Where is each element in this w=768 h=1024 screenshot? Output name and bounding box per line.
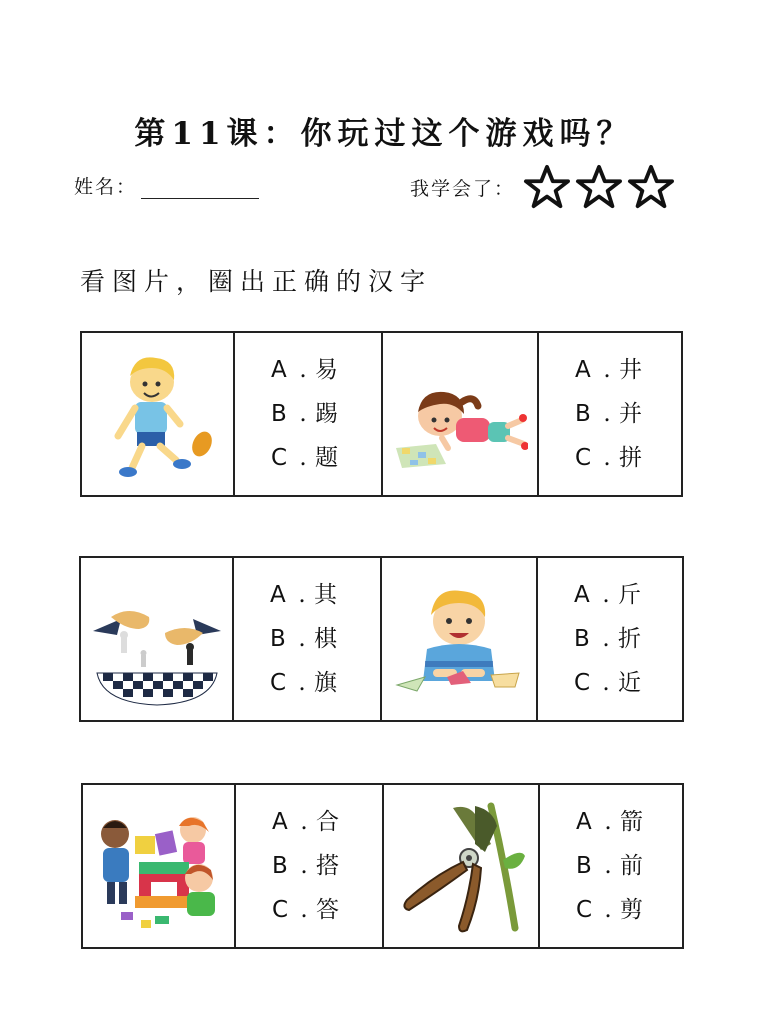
option-letter: C — [575, 445, 592, 471]
instruction-text: 看图片，圈出正确的汉字 — [80, 267, 433, 296]
option-c[interactable] — [575, 436, 681, 480]
option-separator: . — [603, 401, 611, 427]
picture-cell — [81, 558, 234, 720]
options-cell — [234, 558, 382, 720]
option-character: 题 — [315, 445, 338, 471]
option-letter: B — [574, 626, 590, 652]
star-rating — [523, 164, 679, 210]
option-c[interactable] — [270, 661, 380, 705]
option-separator: . — [602, 670, 610, 696]
option-b[interactable] — [271, 392, 381, 436]
option-letter: C — [574, 670, 591, 696]
picture-cell — [383, 333, 539, 495]
option-letter: B — [272, 853, 288, 879]
picture-cell — [382, 558, 538, 720]
option-b[interactable] — [270, 617, 380, 661]
option-b[interactable] — [574, 617, 682, 661]
option-separator: . — [298, 626, 306, 652]
option-a[interactable] — [575, 348, 681, 392]
option-character: 拼 — [619, 445, 642, 471]
options-cell — [235, 333, 383, 495]
option-letter: A — [272, 809, 288, 835]
name-blank-line[interactable] — [141, 184, 259, 199]
option-letter: A — [576, 809, 592, 835]
option-character: 箭 — [620, 809, 643, 835]
question-row — [81, 783, 684, 949]
page-title: 第11课：你玩过这个游戏吗？ — [134, 116, 634, 152]
option-letter: A — [574, 582, 590, 608]
option-separator: . — [300, 897, 308, 923]
option-separator: . — [299, 401, 307, 427]
option-separator: . — [299, 445, 307, 471]
option-letter: A — [270, 582, 286, 608]
option-letter: B — [270, 626, 286, 652]
options-cell — [539, 333, 681, 495]
option-separator: . — [603, 357, 611, 383]
picture-cell — [83, 785, 236, 947]
name-field — [74, 172, 259, 199]
option-character: 踢 — [315, 401, 338, 427]
option-letter: C — [576, 897, 593, 923]
option-a[interactable] — [576, 800, 682, 844]
option-a[interactable] — [272, 800, 382, 844]
picture-cell — [384, 785, 540, 947]
option-separator: . — [602, 626, 610, 652]
scissors-cutting-plant-icon — [393, 796, 529, 936]
option-character: 易 — [315, 357, 338, 383]
option-a[interactable] — [574, 573, 682, 617]
star-icon[interactable] — [627, 164, 675, 210]
star-icon[interactable] — [575, 164, 623, 210]
self-assessment — [410, 164, 679, 210]
chess-icon — [89, 569, 225, 709]
option-separator: . — [300, 809, 308, 835]
option-separator: . — [604, 897, 612, 923]
option-character: 斤 — [618, 582, 641, 608]
option-letter: C — [271, 445, 288, 471]
option-letter: C — [272, 897, 289, 923]
question-row — [80, 331, 683, 497]
option-c[interactable] — [576, 888, 682, 932]
option-character: 搭 — [316, 853, 339, 879]
option-separator: . — [300, 853, 308, 879]
option-separator: . — [299, 357, 307, 383]
option-c[interactable] — [271, 436, 381, 480]
option-c[interactable] — [272, 888, 382, 932]
boy-kicking-ball-icon — [90, 344, 226, 484]
learned-label: 我学会了： — [410, 177, 516, 200]
option-separator: . — [298, 582, 306, 608]
option-separator: . — [602, 582, 610, 608]
option-character: 剪 — [620, 897, 643, 923]
option-character: 并 — [619, 401, 642, 427]
option-character: 棋 — [314, 626, 337, 652]
option-character: 旗 — [314, 670, 337, 696]
option-a[interactable] — [270, 573, 380, 617]
star-icon[interactable] — [523, 164, 571, 210]
option-separator: . — [604, 853, 612, 879]
option-b[interactable] — [576, 844, 682, 888]
option-character: 井 — [619, 357, 642, 383]
option-character: 近 — [618, 670, 641, 696]
option-character: 其 — [314, 582, 337, 608]
option-a[interactable] — [271, 348, 381, 392]
option-b[interactable] — [575, 392, 681, 436]
boy-folding-paper-icon — [391, 569, 527, 709]
option-character: 答 — [316, 897, 339, 923]
option-c[interactable] — [574, 661, 682, 705]
chessboard-icon — [97, 673, 217, 705]
options-cell — [236, 785, 384, 947]
question-row — [79, 556, 684, 722]
option-letter: B — [575, 401, 591, 427]
picture-cell — [82, 333, 235, 495]
option-b[interactable] — [272, 844, 382, 888]
option-separator: . — [603, 445, 611, 471]
option-separator: . — [604, 809, 612, 835]
option-character: 折 — [618, 626, 641, 652]
option-letter: A — [575, 357, 591, 383]
option-letter: B — [271, 401, 287, 427]
option-character: 合 — [316, 809, 339, 835]
option-character: 前 — [620, 853, 643, 879]
girl-puzzle-icon — [392, 344, 528, 484]
option-letter: C — [270, 670, 287, 696]
options-cell — [538, 558, 682, 720]
options-cell — [540, 785, 682, 947]
kids-building-blocks-icon — [91, 796, 227, 936]
option-letter: B — [576, 853, 592, 879]
name-label: 姓名： — [74, 176, 138, 198]
option-separator: . — [298, 670, 306, 696]
option-letter: A — [271, 357, 287, 383]
